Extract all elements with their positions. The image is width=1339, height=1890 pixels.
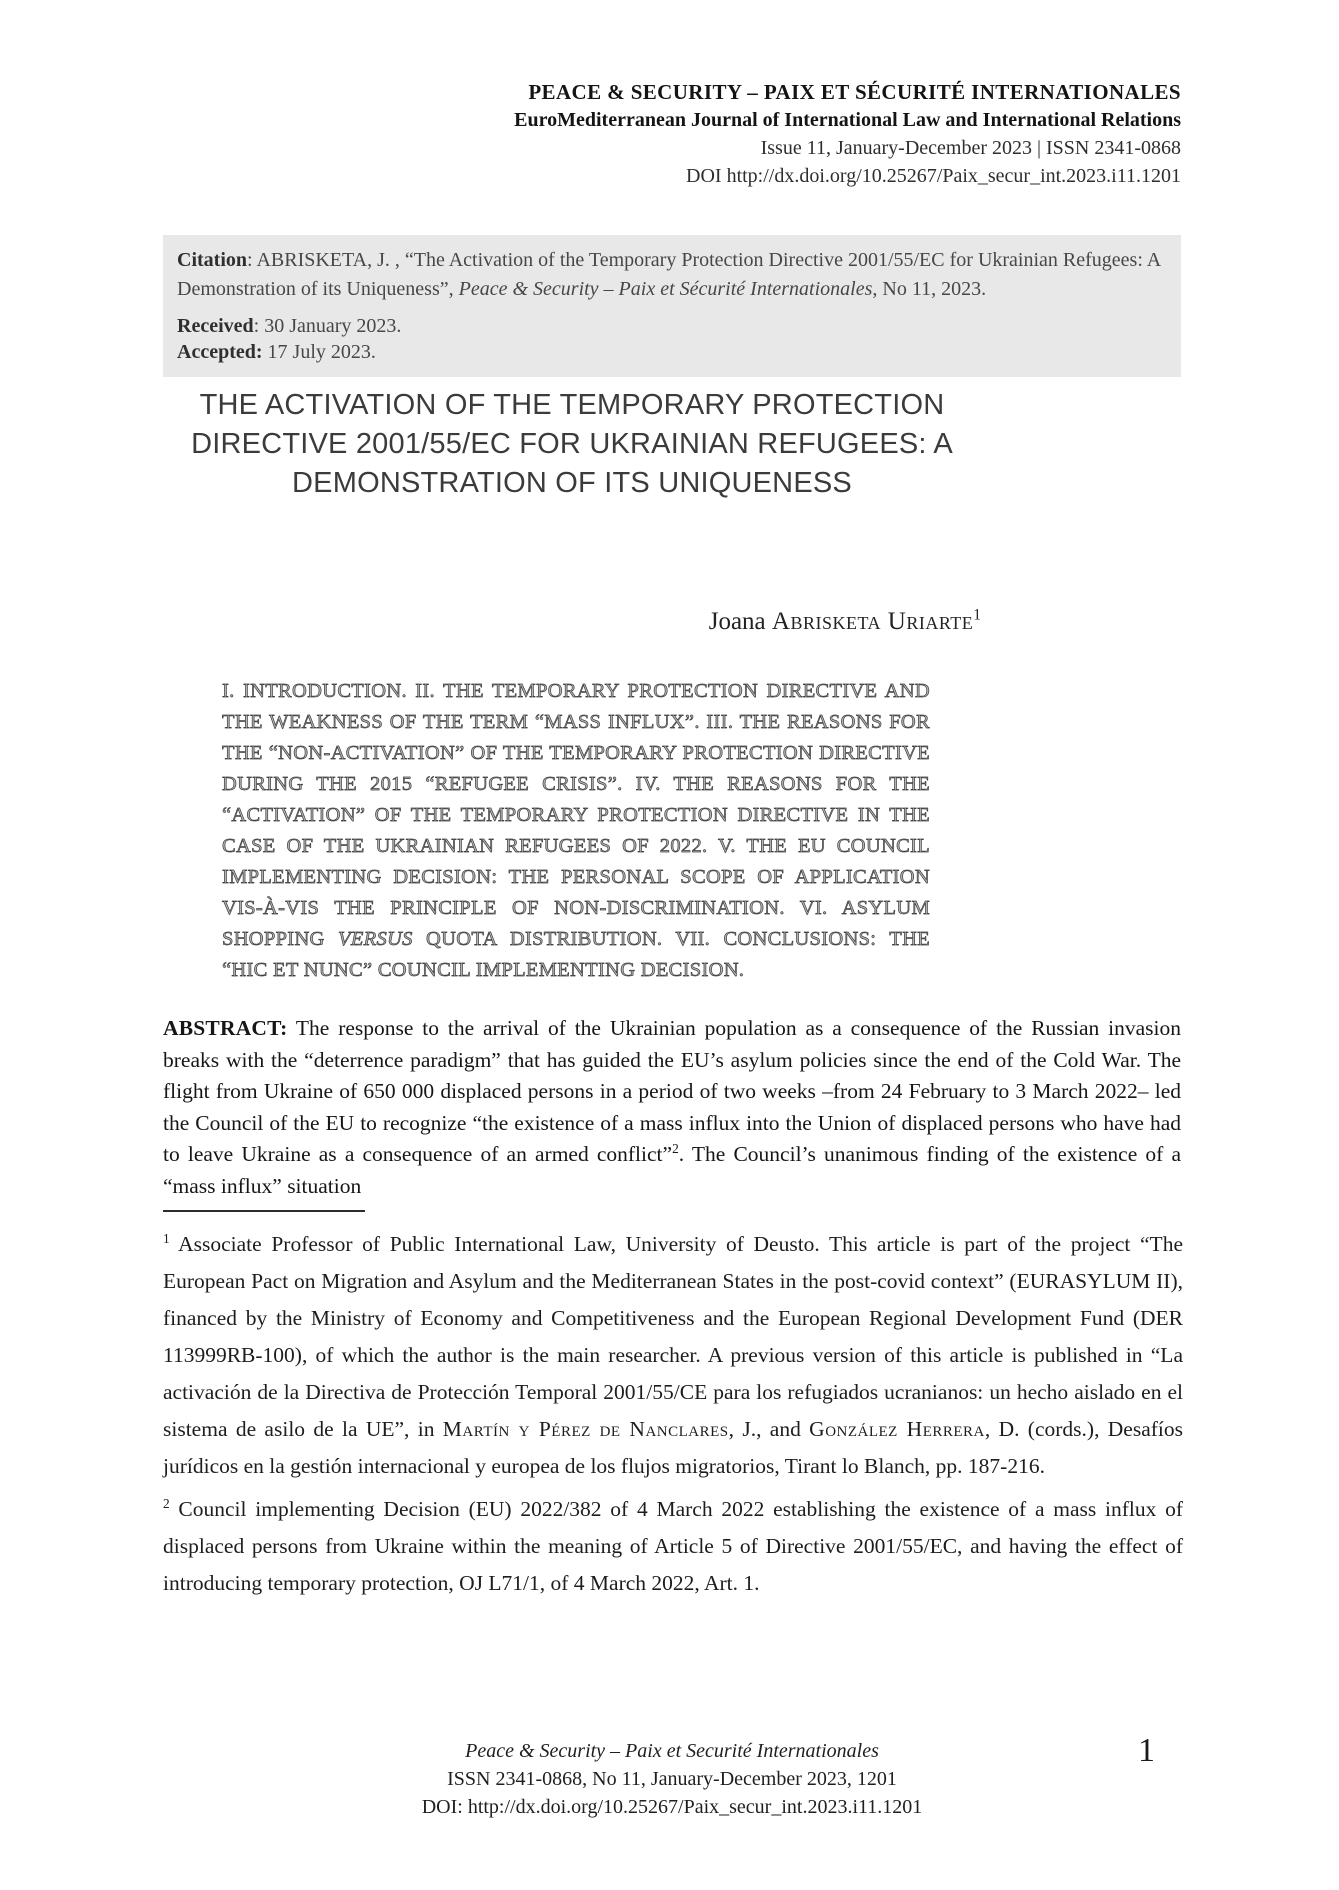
abstract-paragraph (163, 1013, 1181, 1202)
citation-text: : ABRISKETA, J. , “The Activation of the Temporary Protection Directive 2001/55/EC for Ukrainian Refugees: A Demonstration of its Uniqueness”, (177, 249, 1161, 300)
outline-text-part2: QUOTA DISTRIBUTION. VII. CONCLUSIONS: THE “HIC ET NUNC” COUNCIL IMPLEMENTING DECISION. (222, 928, 930, 981)
author-line (163, 608, 981, 636)
abstract-footnote-ref: 2 (672, 1140, 679, 1156)
header-issue-line: Issue 11, January-December 2023 | ISSN 2341-0868 (760, 137, 1181, 159)
citation-label: Citation (177, 249, 247, 271)
page-title: THE ACTIVATION OF THE TEMPORARY PROTECTION DIRECTIVE 2001/55/EC FOR UKRAINIAN REFUGEES: A DEMONSTRATION OF ITS UNIQUENESS (191, 389, 953, 499)
outline-versus-italic: VERSUS (338, 928, 413, 950)
header-doi-line: DOI http://dx.doi.org/10.25267/Paix_secur_int.2023.i11.1201 (686, 165, 1181, 187)
footnote-1 (163, 1226, 1183, 1485)
footnote-1-text-2: , J., and (728, 1417, 810, 1441)
citation-suffix: , No 11, 2023. (872, 278, 987, 300)
header-journal-title: PEACE & SECURITY – PAIX ET SÉCURITÉ INTERNATIONALES (528, 80, 1181, 104)
footer-journal-name: Peace & Security – Paix et Securité Internationales (465, 1740, 879, 1762)
accepted-line (177, 339, 1167, 365)
footnote-1-text: Associate Professor of Public International Law, University of Deusto. This article is part of the project “The European Pact on Migration and Asylum and the Mediterranean States in the post-covid context” (EURASYLUM II), financed by the Ministry of Economy and Competitiveness and the European Regional Development Fund (DER 113999RB-100), of which the author is the main researcher. A previous version of this article is published in “La activación de la Directiva de Protección Temporal 2001/55/CE para los refugiados ucranianos: un hecho aislado en el sistema de asilo de la UE”, in (163, 1232, 1183, 1441)
received-date: : 30 January 2023. (253, 315, 402, 337)
footnote-1-author-name-2: González Herrera (809, 1417, 985, 1441)
author-footnote-ref: 1 (973, 606, 981, 624)
footnote-2-marker: 2 (163, 1495, 170, 1511)
abstract-text-continued: . The Council’s unanimous finding of the existence of a “mass influx” situation (163, 1142, 1181, 1198)
received-label: Received (177, 315, 254, 337)
footnote-2-text: Council implementing Decision (EU) 2022/382 of 4 March 2022 establishing the existence of a mass influx of displaced persons from Ukraine within the meaning of Article 5 of Directive 2001/55/EC, and having the effect of introducing temporary protection, OJ L71/1, of 4 March 2022, Art. 1. (163, 1497, 1183, 1595)
footnote-1-author-name-1: Martín y Pérez de Nanclares (442, 1417, 729, 1441)
received-line (177, 313, 1167, 339)
abstract-text: The response to the arrival of the Ukrainian population as a consequence of the Russian invasion breaks with the “deterrence paradigm” that has guided the EU’s asylum policies since the end of the Cold War. The flight from Ukraine of 650 000 displaced persons in a period of two weeks –from 24 February to 3 March 2022– led the Council of the EU to recognize “the existence of a mass influx into the Union of displaced persons who have had to leave Ukraine as a consequence of an armed conflict” (163, 1016, 1181, 1166)
citation-line (177, 246, 1167, 304)
journal-header (163, 78, 1181, 190)
outline-text-part1: I. INTRODUCTION. II. THE TEMPORARY PROTECTION DIRECTIVE AND THE WEAKNESS OF THE TERM “MASS INFLUX”. III. THE REASONS FOR THE “NON-ACTIVATION” OF THE TEMPORARY PROTECTION DIRECTIVE DURING THE 2015 “REFUGEE CRISIS”. IV. THE REASONS FOR THE “ACTIVATION” OF THE TEMPORARY PROTECTION DIRECTIVE IN THE CASE OF THE UKRAINIAN REFUGEES OF 2022. V. THE EU COUNCIL IMPLEMENTING DECISION: THE PERSONAL SCOPE OF APPLICATION VIS-À-VIS THE PRINCIPLE OF NON-DISCRIMINATION. VI. ASYLUM SHOPPING (222, 680, 930, 950)
citation-journal-name: Peace & Security – Paix et Sécurité Internationales (458, 278, 873, 300)
citation-box (163, 235, 1181, 377)
page-footer (163, 1737, 1181, 1821)
footnote-2 (163, 1491, 1183, 1602)
author-first-name: Joana (708, 608, 772, 635)
accepted-date: 17 July 2023. (262, 341, 376, 363)
page-number: 1 (1138, 1732, 1155, 1769)
footer-issn-line: ISSN 2341-0868, No 11, January-December 2023, 1201 (447, 1768, 897, 1790)
footnote-separator (163, 1210, 365, 1212)
footnote-1-text-3: , D. (cords.), Desafíos jurídicos en la gestión internacional y europea de los flujos migratorios, Tirant lo Blanch, pp. 187-216. (163, 1417, 1184, 1478)
footnotes-section (163, 1226, 1183, 1608)
footer-doi-line: DOI: http://dx.doi.org/10.25267/Paix_secur_int.2023.i11.1201 (421, 1796, 923, 1818)
author-last-name: Abrisketa Uriarte (771, 608, 974, 635)
section-outline (222, 676, 930, 986)
accepted-label: Accepted: (177, 341, 263, 363)
abstract-label: ABSTRACT: (163, 1016, 288, 1040)
footnote-1-marker: 1 (163, 1230, 170, 1246)
header-journal-subtitle: EuroMediterranean Journal of International Law and International Relations (514, 109, 1181, 131)
